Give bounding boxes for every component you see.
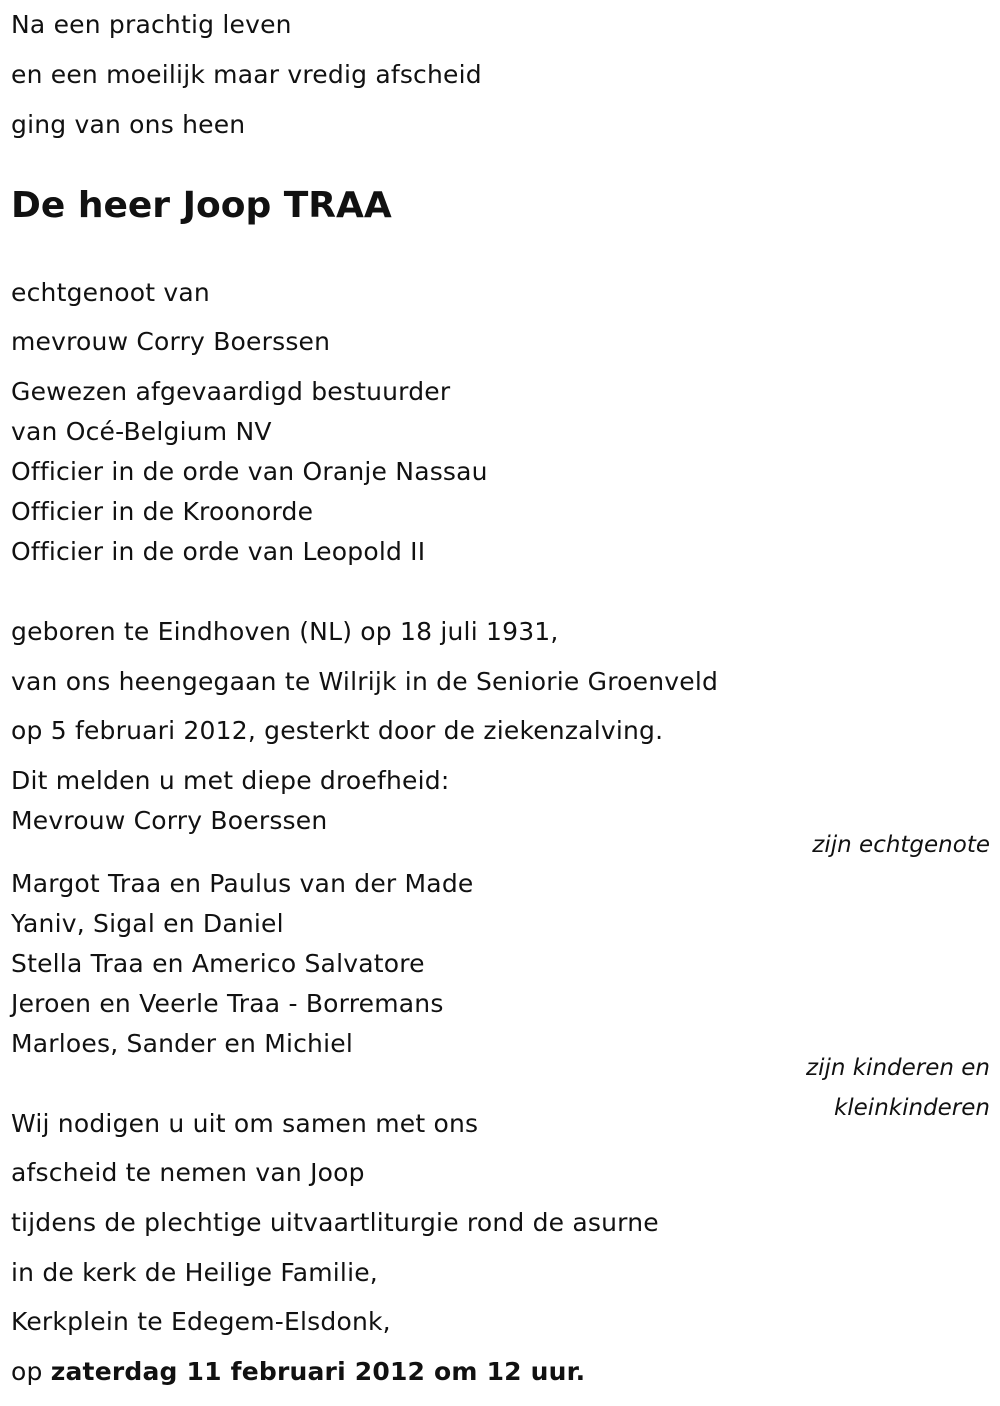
title-line: Officier in de orde van Oranje Nassau — [11, 457, 488, 486]
mourner-spouse-role: zijn echtgenote — [812, 832, 990, 858]
ceremony-line — [11, 1357, 585, 1387]
family-line: Marloes, Sander en Michiel — [11, 1029, 353, 1058]
family-line: Margot Traa en Paulus van der Made — [11, 869, 474, 898]
life-detail-line: op 5 februari 2012, gesterkt door de ziekenzalving. — [11, 716, 664, 745]
life-detail-line: van ons heengegaan te Wilrijk in de Seniorie Groenveld — [11, 667, 719, 696]
intro-line: ging van ons heen — [11, 110, 246, 139]
invitation-line: Kerkplein te Edegem-Elsdonk, — [11, 1307, 391, 1336]
intro-line: en een moeilijk maar vredig afscheid — [11, 60, 482, 89]
spouse-relation: echtgenoot van — [11, 278, 210, 307]
family-line: Jeroen en Veerle Traa - Borremans — [11, 989, 444, 1018]
title-line: van Océ-Belgium NV — [11, 417, 272, 446]
mourner-spouse-name: Mevrouw Corry Boerssen — [11, 806, 328, 835]
title-line: Officier in de orde van Leopold II — [11, 537, 426, 566]
family-role: zijn kinderen en — [806, 1055, 990, 1081]
invitation-line: in de kerk de Heilige Familie, — [11, 1258, 378, 1287]
title-line: Gewezen afgevaardigd bestuurder — [11, 377, 451, 406]
family-line: Stella Traa en Americo Salvatore — [11, 949, 425, 978]
family-line: Yaniv, Sigal en Daniel — [11, 909, 284, 938]
spouse-name: mevrouw Corry Boerssen — [11, 327, 331, 356]
invitation-line: tijdens de plechtige uitvaartliturgie rond de asurne — [11, 1208, 659, 1237]
title-line: Officier in de Kroonorde — [11, 497, 314, 526]
invitation-line: afscheid te nemen van Joop — [11, 1158, 365, 1187]
announcement: Dit melden u met diepe droefheid: — [11, 766, 450, 795]
intro-line: Na een prachtig leven — [11, 10, 292, 39]
deceased-name: De heer Joop TRAA — [11, 185, 392, 226]
family-role: kleinkinderen — [833, 1095, 990, 1121]
life-detail-line: geboren te Eindhoven (NL) op 18 juli 1931, — [11, 617, 559, 646]
ceremony-prefix: op — [11, 1357, 51, 1386]
ceremony-datetime: zaterdag 11 februari 2012 om 12 uur. — [50, 1357, 586, 1386]
invitation-line: Wij nodigen u uit om samen met ons — [11, 1109, 479, 1138]
